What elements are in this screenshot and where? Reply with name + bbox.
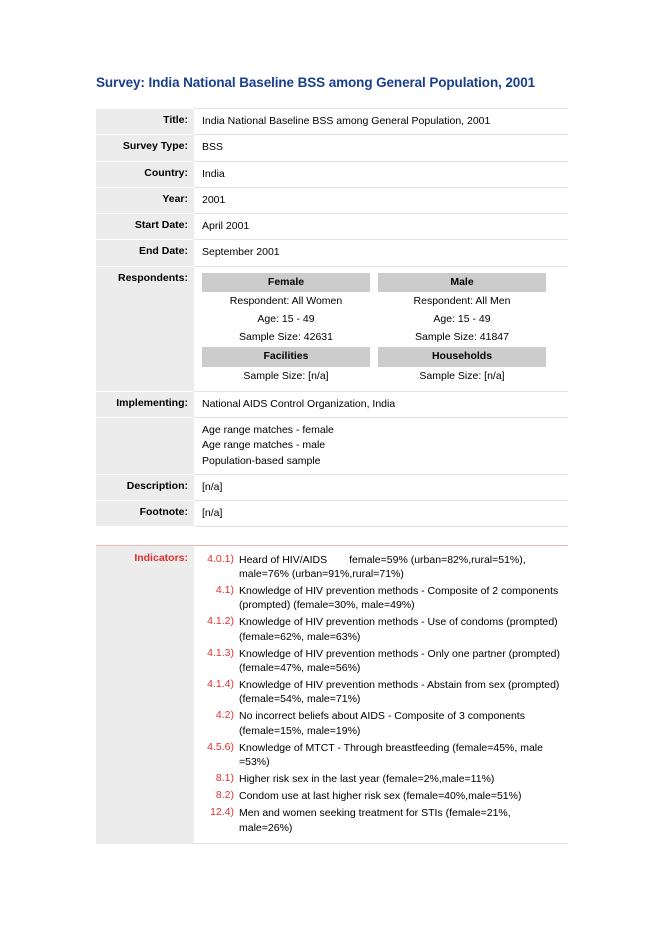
respondents-header-male: Male [378, 273, 546, 292]
female-sample-size: Sample Size: 42631 [239, 331, 333, 344]
male-sample-size: Sample Size: 41847 [415, 331, 509, 344]
table-row [96, 135, 568, 161]
indicators-label: Indicators: [96, 546, 194, 844]
list-item [200, 645, 562, 676]
respondents-row [202, 368, 546, 385]
row-label-survey-type: Survey Type: [96, 135, 194, 161]
row-value-description: [n/a] [194, 474, 568, 500]
row-value-country: India [194, 161, 568, 187]
list-item [200, 739, 562, 770]
respondents-row [202, 293, 546, 310]
list-item [200, 677, 562, 708]
indicator-text: Knowledge of MTCT - Through breastfeeding (female=45%, male =53%) [239, 741, 543, 768]
respondents-row [202, 311, 546, 328]
indicator-text-pre: Heard of HIV/AIDS [239, 553, 328, 566]
table-row-notes [96, 418, 568, 475]
indicator-text: Knowledge of HIV prevention methods - Abstain from sex (prompted) (female=54%, male=71%) [239, 679, 560, 706]
respondents-header-households: Households [378, 347, 546, 366]
indicator-text: Condom use at last higher risk sex (female=40%,male=51%) [239, 790, 522, 803]
row-label-title: Title: [96, 109, 194, 135]
male-age: Age: 15 - 49 [433, 312, 491, 325]
note-item: Population-based sample [202, 454, 321, 467]
row-label-description: Description: [96, 474, 194, 500]
row-label-respondents: Respondents: [96, 266, 194, 391]
indicator-text: Men and women seeking treatment for STIs (female=21%, male=26%) [239, 807, 511, 834]
indicator-text: Knowledge of HIV prevention methods - Composite of 2 components (prompted) (female=30%, male=49%) [239, 585, 559, 612]
respondents-row [202, 329, 546, 346]
row-label-end-date: End Date: [96, 240, 194, 266]
indicator-number: 4.5.6) [207, 740, 234, 753]
indicators-table [96, 545, 568, 844]
indicator-number: 4.0.1) [207, 552, 234, 565]
table-row [96, 214, 568, 240]
indicator-items [200, 551, 562, 836]
respondents-cell [194, 266, 568, 391]
respondents-header-row [202, 347, 546, 366]
table-row [96, 240, 568, 266]
row-label-start-date: Start Date: [96, 214, 194, 240]
indicator-text: Knowledge of HIV prevention methods - Use of condoms (prompted) (female=62%, male=63%) [239, 616, 558, 643]
facilities-sample-size: Sample Size: [n/a] [243, 369, 329, 382]
respondents-header-female: Female [202, 273, 370, 292]
indicator-number: 4.1.2) [207, 615, 234, 628]
list-item [200, 551, 562, 582]
indicator-text [239, 551, 562, 582]
indicator-number: 8.1) [215, 772, 234, 785]
row-label-year: Year: [96, 187, 194, 213]
row-value-title: India National Baseline BSS among General Population, 2001 [194, 109, 568, 135]
table-row [96, 474, 568, 500]
page-title: Survey: India National Baseline BSS among General Population, 2001 [96, 75, 536, 90]
households-sample-size: Sample Size: [n/a] [419, 369, 505, 382]
row-label-notes [96, 418, 194, 475]
list-item [200, 614, 562, 645]
indicator-text-post: female=59% (urban=82%,rural=51%), male=76% (urban=91%,rural=71%) [239, 553, 526, 580]
male-respondent: Respondent: All Men [413, 294, 511, 307]
indicator-number: 4.1) [215, 584, 234, 596]
survey-info-table [96, 108, 568, 527]
table-row [96, 187, 568, 213]
row-value-start-date: April 2001 [194, 214, 568, 240]
table-row [96, 109, 568, 135]
indicator-number: 8.2) [215, 789, 234, 802]
respondents-header-facilities: Facilities [202, 347, 370, 366]
respondents-header-row [202, 273, 546, 292]
indicator-number: 4.1.4) [207, 678, 234, 691]
table-row [96, 500, 568, 526]
table-row [96, 161, 568, 187]
row-value-footnote: [n/a] [194, 500, 568, 526]
female-age: Age: 15 - 49 [257, 312, 315, 325]
list-item [200, 771, 562, 788]
indicators-row [96, 546, 568, 844]
row-value-year: 2001 [194, 187, 568, 213]
indicators-section [96, 545, 568, 844]
row-value-survey-type: BSS [194, 135, 568, 161]
list-item [200, 583, 562, 614]
indicator-number: 12.4) [210, 806, 234, 819]
respondents-grid [194, 272, 554, 386]
document-content [96, 74, 568, 844]
list-item [200, 708, 562, 739]
table-row [96, 391, 568, 417]
list-item [200, 805, 562, 836]
row-label-country: Country: [96, 161, 194, 187]
indicator-number: 4.1.3) [207, 646, 234, 659]
row-label-footnote: Footnote: [96, 500, 194, 526]
indicator-text: Knowledge of HIV prevention methods - Only one partner (prompted) (female=47%, male=56%) [239, 647, 561, 674]
note-item: Age range matches - female [202, 424, 334, 437]
indicators-list-cell [194, 546, 568, 844]
indicator-text: No incorrect beliefs about AIDS - Composite of 3 components (female=15%, male=19%) [239, 710, 525, 737]
row-value-end-date: September 2001 [194, 240, 568, 266]
note-item: Age range matches - male [202, 439, 326, 452]
indicator-number: 4.2) [215, 709, 234, 722]
row-label-implementing: Implementing: [96, 391, 194, 417]
female-respondent: Respondent: All Women [229, 294, 343, 307]
row-value-implementing: National AIDS Control Organization, India [194, 391, 568, 417]
list-item [200, 788, 562, 805]
table-row-respondents [96, 266, 568, 391]
row-value-notes [194, 418, 568, 475]
indicator-text: Higher risk sex in the last year (female=2%,male=11%) [239, 773, 495, 786]
